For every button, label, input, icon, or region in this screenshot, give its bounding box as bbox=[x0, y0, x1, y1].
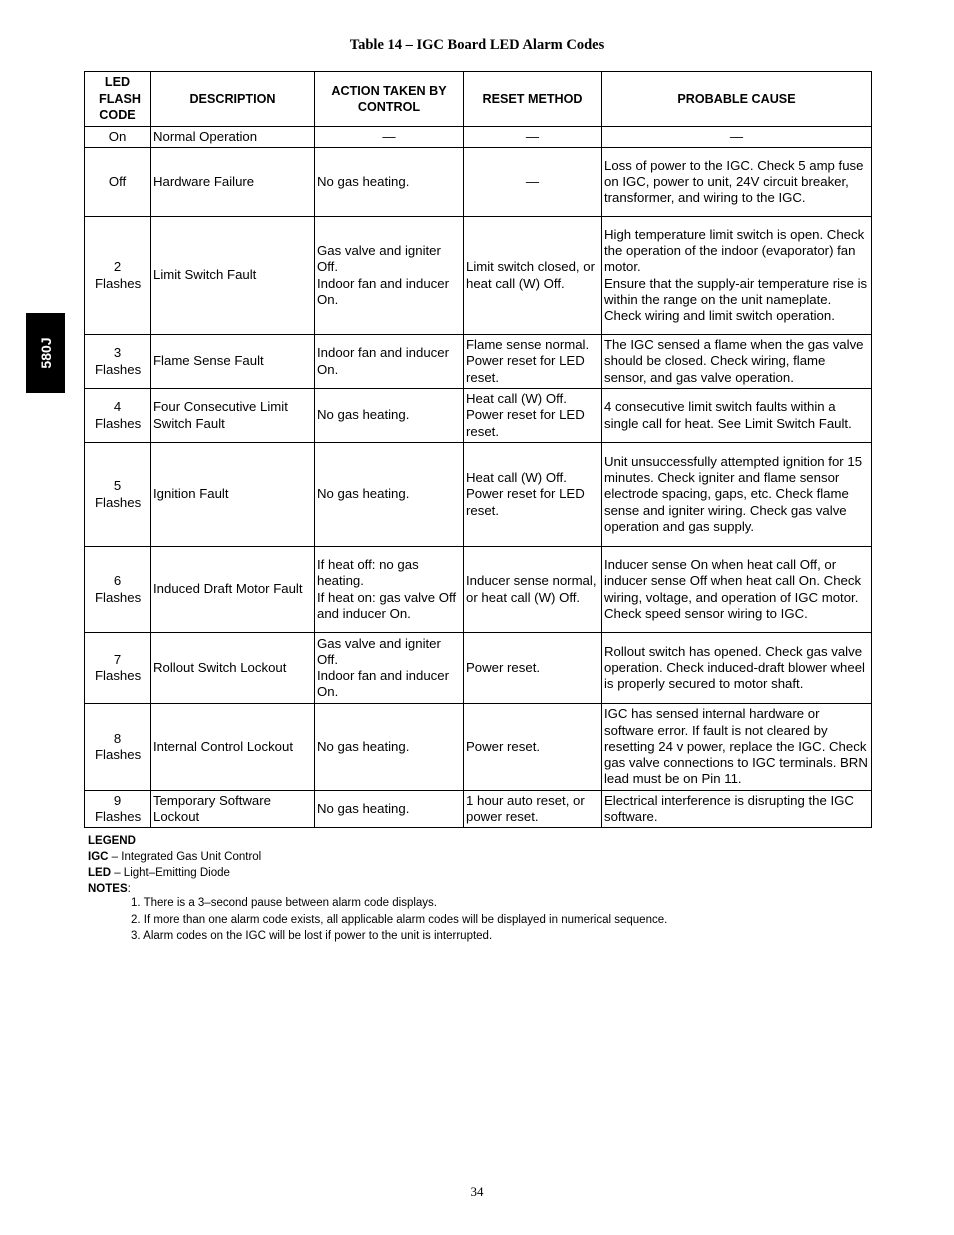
cell-description: Limit Switch Fault bbox=[151, 217, 315, 335]
cell-probable-cause: Rollout switch has opened. Check gas valve operation. Check induced-draft blower wheel is properly secured to motor shaft. bbox=[602, 633, 872, 704]
cell-description: Temporary Software Lockout bbox=[151, 791, 315, 828]
note-item: 3. Alarm codes on the IGC will be lost if power to the unit is interrupted. bbox=[131, 930, 493, 943]
cell-action: No gas heating. bbox=[315, 443, 464, 547]
cell-reset-method: Flame sense normal. Power reset for LED reset. bbox=[464, 335, 602, 389]
cell-led-flash-code: Off bbox=[85, 148, 151, 217]
table-row bbox=[85, 704, 872, 791]
note-item: 1. There is a 3–second pause between alarm code displays. bbox=[131, 897, 438, 909]
notes-list bbox=[131, 895, 667, 945]
table-row bbox=[85, 389, 872, 443]
cell-action: Gas valve and igniter Off. Indoor fan and inducer On. bbox=[315, 217, 464, 335]
cell-led-flash-code: 9 Flashes bbox=[85, 791, 151, 828]
cell-reset-method: Limit switch closed, or heat call (W) Off. bbox=[464, 217, 602, 335]
table-body bbox=[85, 127, 872, 828]
cell-led-flash-code: 5 Flashes bbox=[85, 443, 151, 547]
table-title: Table 14 – IGC Board LED Alarm Codes bbox=[349, 37, 605, 53]
header-probable-cause: PROBABLE CAUSE bbox=[602, 72, 872, 127]
table-row bbox=[85, 335, 872, 389]
side-tab bbox=[26, 313, 65, 393]
alarm-codes-table bbox=[84, 71, 872, 828]
legend-igc-term: IGC bbox=[88, 851, 109, 863]
cell-action: — bbox=[315, 127, 464, 148]
cell-led-flash-code: 4 Flashes bbox=[85, 389, 151, 443]
cell-reset-method: Power reset. bbox=[464, 704, 602, 791]
legend-igc-definition: Integrated Gas Unit Control bbox=[121, 851, 262, 863]
cell-action: No gas heating. bbox=[315, 791, 464, 828]
cell-reset-method: Heat call (W) Off. Power reset for LED reset. bbox=[464, 389, 602, 443]
cell-description: Four Consecutive Limit Switch Fault bbox=[151, 389, 315, 443]
cell-action: No gas heating. bbox=[315, 148, 464, 217]
table-row bbox=[85, 217, 872, 335]
table-row bbox=[85, 547, 872, 633]
header-action: ACTION TAKEN BY CONTROL bbox=[315, 72, 464, 127]
cell-probable-cause: The IGC sensed a flame when the gas valve should be closed. Check wiring, flame sensor, and gas valve operation. bbox=[602, 335, 872, 389]
cell-reset-method: Inducer sense normal, or heat call (W) Off. bbox=[464, 547, 602, 633]
page-number: 34 bbox=[470, 1184, 484, 1199]
cell-description: Flame Sense Fault bbox=[151, 335, 315, 389]
notes-heading: NOTES bbox=[88, 883, 128, 895]
side-tab-label: 580J bbox=[37, 337, 54, 369]
legend-led-term: LED bbox=[88, 867, 111, 879]
cell-led-flash-code: 7 Flashes bbox=[85, 633, 151, 704]
cell-description: Hardware Failure bbox=[151, 148, 315, 217]
table-row bbox=[85, 443, 872, 547]
header-description: DESCRIPTION bbox=[151, 72, 315, 127]
table-row bbox=[85, 791, 872, 828]
legend-heading: LEGEND bbox=[88, 835, 136, 847]
cell-probable-cause: Unit unsuccessfully attempted ignition for 15 minutes. Check igniter and flame sensor electrode spacing, gaps, etc. Check flame sense and igniter wiring. Check gas valve operation and gas supply. bbox=[602, 443, 872, 547]
note-item: 2. If more than one alarm code exists, all applicable alarm codes will be displayed in numerical sequence. bbox=[131, 913, 668, 926]
cell-action: Gas valve and igniter Off. Indoor fan and inducer On. bbox=[315, 633, 464, 704]
table-row bbox=[85, 148, 872, 217]
cell-probable-cause: — bbox=[602, 127, 872, 148]
header-reset-method: RESET METHOD bbox=[464, 72, 602, 127]
cell-reset-method: — bbox=[464, 148, 602, 217]
cell-probable-cause: Inducer sense On when heat call Off, or inducer sense Off when heat call On. Check wiring, voltage, and operation of IGC motor. Check speed sensor wiring to IGC. bbox=[602, 547, 872, 633]
cell-description: Rollout Switch Lockout bbox=[151, 633, 315, 704]
cell-action: If heat off: no gas heating. If heat on: gas valve Off and inducer On. bbox=[315, 547, 464, 633]
legend-led-definition: Light–Emitting Diode bbox=[123, 867, 230, 879]
cell-action: No gas heating. bbox=[315, 704, 464, 791]
table-row bbox=[85, 633, 872, 704]
cell-probable-cause: Loss of power to the IGC. Check 5 amp fuse on IGC, power to unit, 24V circuit breaker, transformer, and wiring to the IGC. bbox=[602, 148, 872, 217]
legend: LEGEND IGC – Integrated Gas Unit Control LED – Light–Emitting Diode NOTES: bbox=[88, 835, 262, 895]
table-header-row bbox=[85, 72, 872, 127]
cell-led-flash-code: 6 Flashes bbox=[85, 547, 151, 633]
cell-led-flash-code: 3 Flashes bbox=[85, 335, 151, 389]
cell-led-flash-code: 8 Flashes bbox=[85, 704, 151, 791]
cell-reset-method: — bbox=[464, 127, 602, 148]
cell-description: Normal Operation bbox=[151, 127, 315, 148]
cell-description: Induced Draft Motor Fault bbox=[151, 547, 315, 633]
cell-probable-cause: High temperature limit switch is open. Check the operation of the indoor (evaporator) fan motor. Ensure that the supply-air temperature rise is within the range on the unit nameplate. Check wiring and limit switch operation. bbox=[602, 217, 872, 335]
cell-description: Internal Control Lockout bbox=[151, 704, 315, 791]
cell-probable-cause: Electrical interference is disrupting the IGC software. bbox=[602, 791, 872, 828]
cell-reset-method: Heat call (W) Off. Power reset for LED reset. bbox=[464, 443, 602, 547]
cell-description: Ignition Fault bbox=[151, 443, 315, 547]
cell-reset-method: 1 hour auto reset, or power reset. bbox=[464, 791, 602, 828]
cell-probable-cause: 4 consecutive limit switch faults within a single call for heat. See Limit Switch Fault. bbox=[602, 389, 872, 443]
cell-led-flash-code: 2 Flashes bbox=[85, 217, 151, 335]
cell-led-flash-code: On bbox=[85, 127, 151, 148]
cell-probable-cause: IGC has sensed internal hardware or software error. If fault is not cleared by resetting 24 v power, replace the IGC. Check gas valve connections to IGC terminals. BRN lead must be on Pin 11. bbox=[602, 704, 872, 791]
cell-action: No gas heating. bbox=[315, 389, 464, 443]
header-led-flash-code: LED FLASH CODE bbox=[85, 72, 151, 127]
cell-action: Indoor fan and inducer On. bbox=[315, 335, 464, 389]
table-row bbox=[85, 127, 872, 148]
cell-reset-method: Power reset. bbox=[464, 633, 602, 704]
